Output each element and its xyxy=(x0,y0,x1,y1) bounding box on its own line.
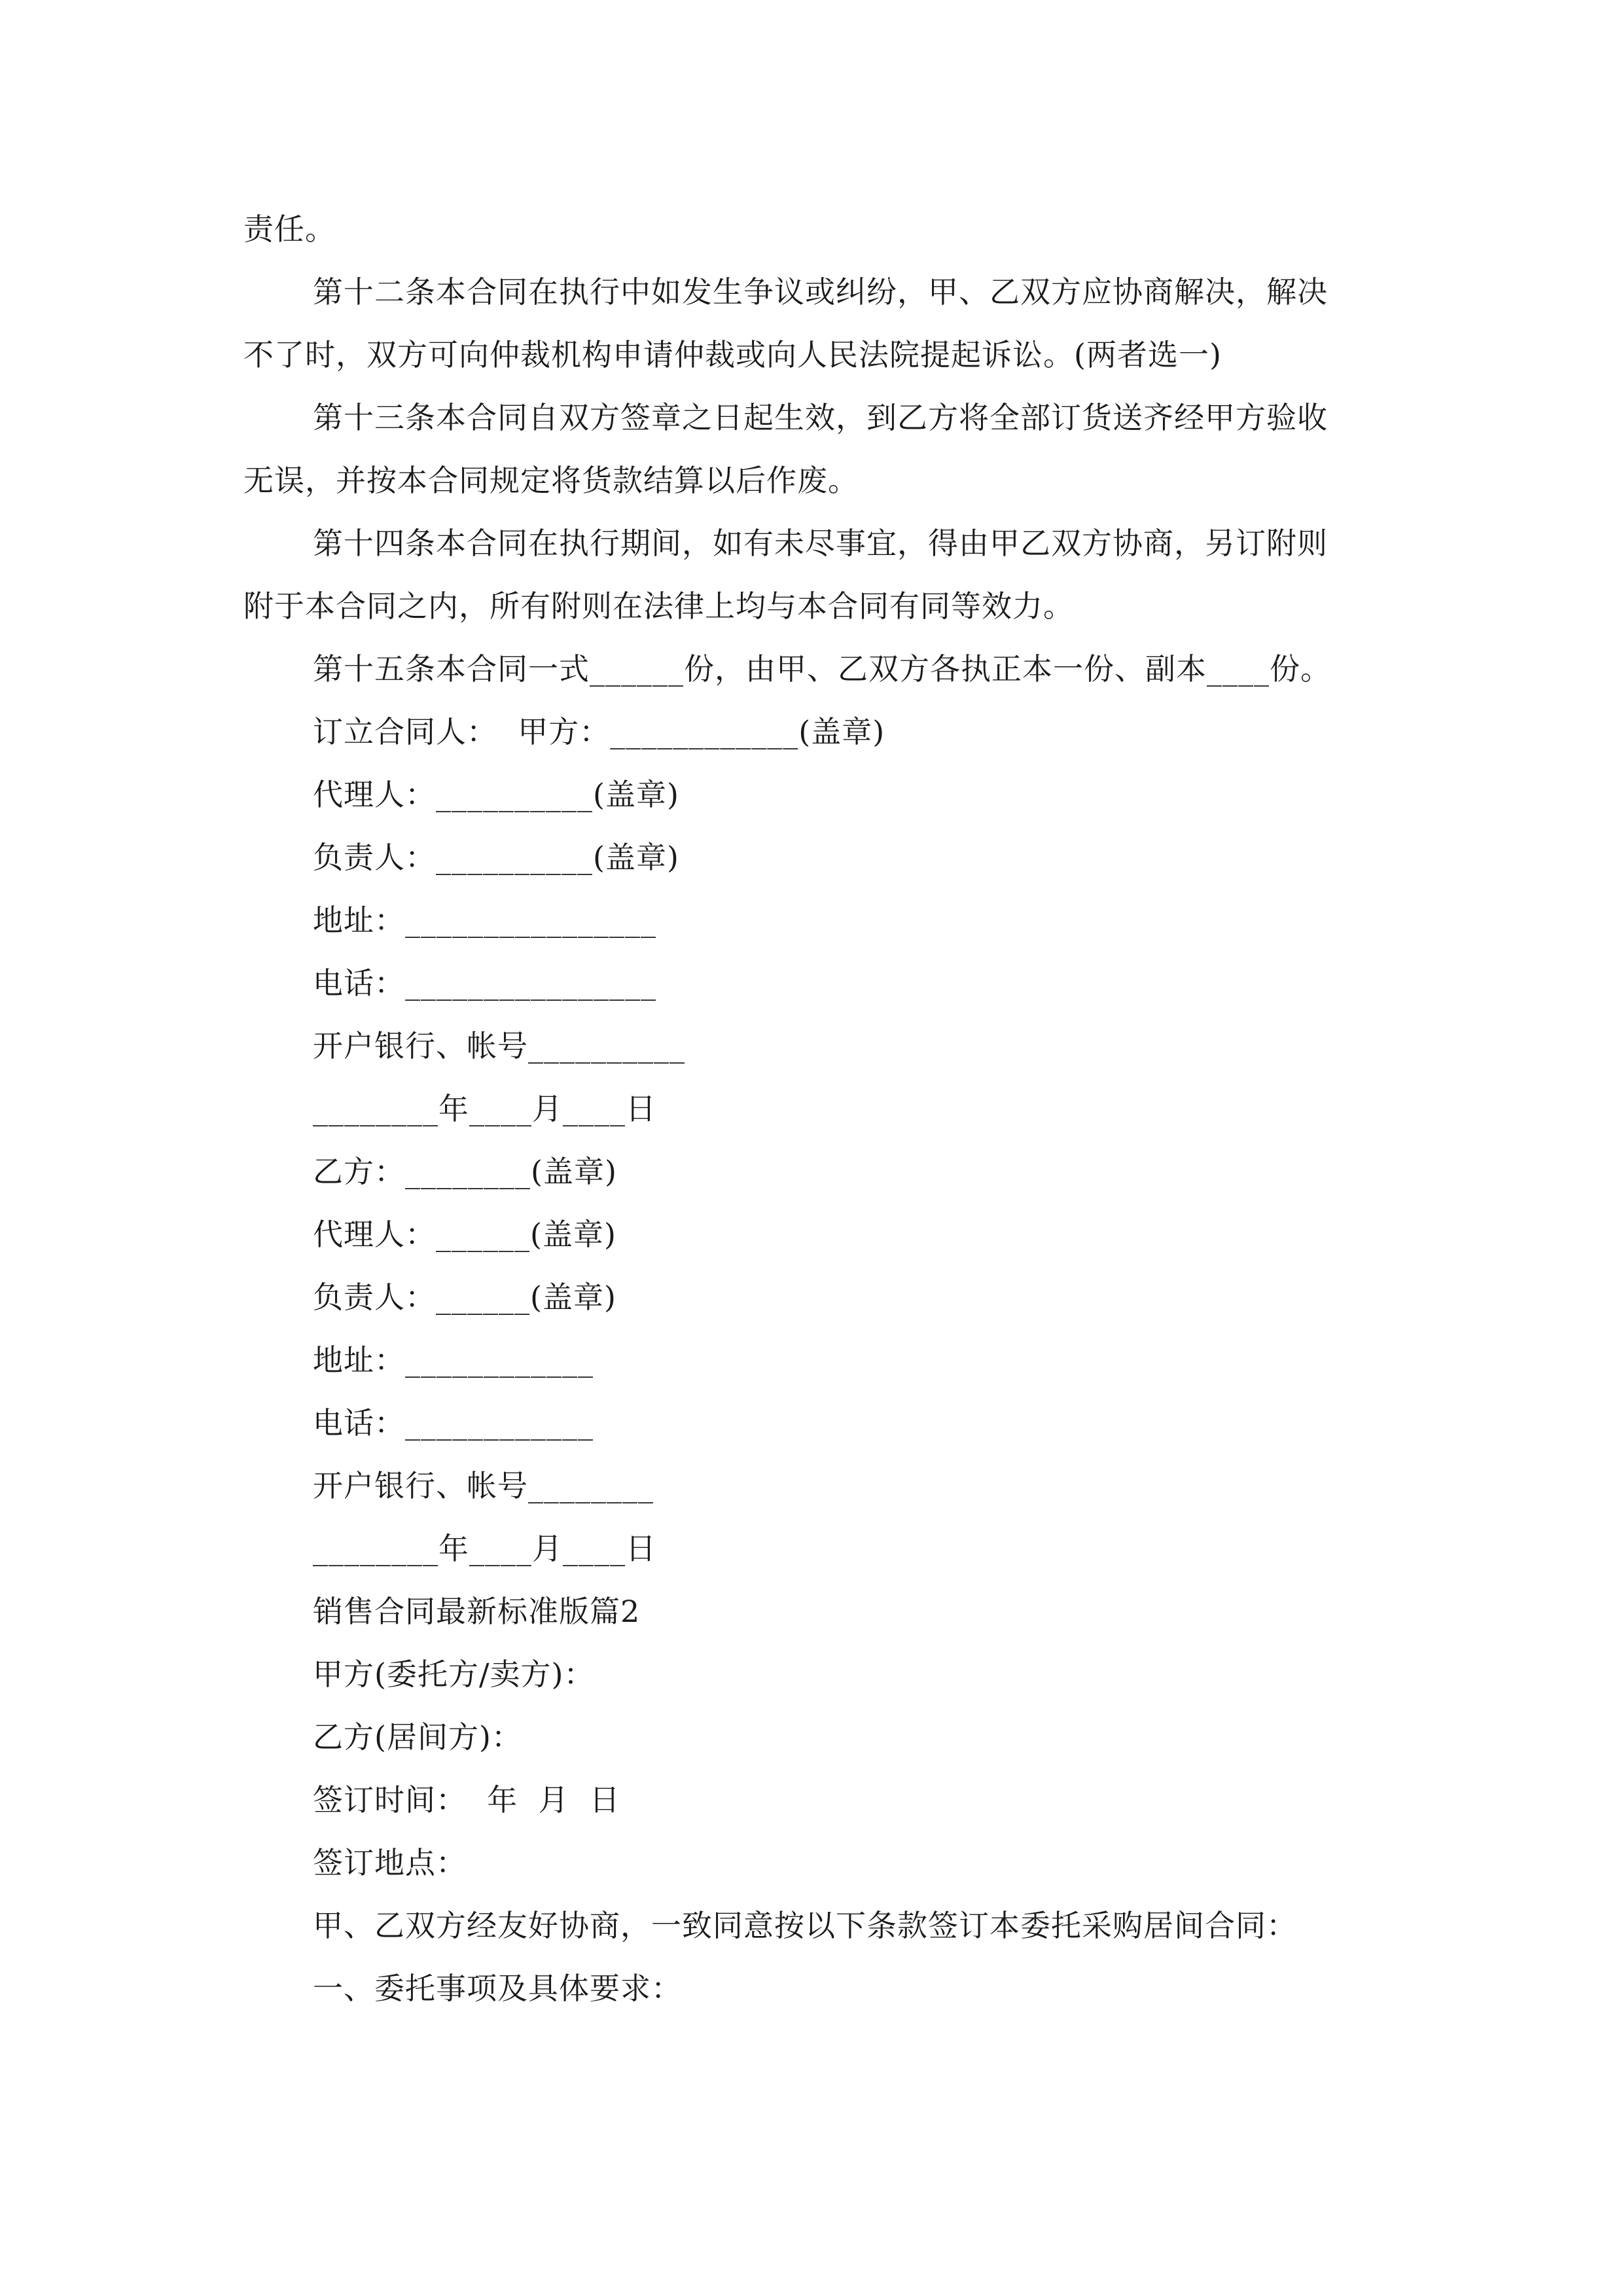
party-b-phone-line: 电话：____________ xyxy=(313,1405,594,1441)
sign-date-line: 签订时间： 年 月 日 xyxy=(313,1782,620,1818)
text-line-1: 责任。 xyxy=(243,211,336,247)
party-a-date-line: ________年____月____日 xyxy=(313,1091,656,1126)
party-a-address-line: 地址：________________ xyxy=(313,903,656,938)
article-13-line-1: 第十三条本合同自双方签章之日起生效，到乙方将全部订货送齐经甲方验收 xyxy=(313,400,1328,435)
party-b-bank-line: 开户银行、帐号________ xyxy=(313,1468,654,1503)
article-15-line: 第十五条本合同一式______份，由甲、乙双方各执正本一份、副本____份。 xyxy=(313,651,1331,687)
article-13-line-2: 无误，并按本合同规定将货款结算以后作废。 xyxy=(243,463,859,498)
party-a-agent-line: 代理人：__________(盖章) xyxy=(313,777,679,812)
party-b-signatory-line: 乙方：________(盖章) xyxy=(313,1154,617,1189)
article-12-line-2: 不了时，双方可向仲裁机构申请仲裁或向人民法院提起诉讼。(两者选一) xyxy=(243,337,1222,372)
party-b-agent-line: 代理人：______(盖章) xyxy=(313,1217,616,1252)
article-14-line-2: 附于本合同之内，所有附则在法律上均与本合同有同等效力。 xyxy=(243,588,1074,624)
party-a-phone-line: 电话：________________ xyxy=(313,965,656,1001)
party-b-responsible-line: 负责人：______(盖章) xyxy=(313,1280,616,1315)
agreement-intro-line: 甲、乙双方经友好协商，一致同意按以下条款签订本委托采购居间合同： xyxy=(313,1908,1297,1943)
article-14-line-1: 第十四条本合同在执行期间，如有未尽事宜，得由甲乙双方协商，另订附则 xyxy=(313,526,1328,561)
entrustment-title-line: 一、委托事项及具体要求： xyxy=(313,1971,682,2006)
party-a-bank-line: 开户银行、帐号__________ xyxy=(313,1028,685,1064)
sign-place-line: 签订地点： xyxy=(313,1845,467,1880)
party-b-info-line: 乙方(居间方)： xyxy=(313,1719,522,1755)
section-title-line: 销售合同最新标准版篇2 xyxy=(313,1594,641,1629)
article-12-line-1: 第十二条本合同在执行中如发生争议或纠纷，甲、乙双方应协商解决，解决 xyxy=(313,274,1328,310)
party-a-signatory-line: 订立合同人： 甲方：____________(盖章) xyxy=(313,714,885,749)
party-b-date-line: ________年____月____日 xyxy=(313,1531,656,1566)
party-a-responsible-line: 负责人：__________(盖章) xyxy=(313,840,679,875)
party-a-info-line: 甲方(委托方/卖方)： xyxy=(313,1657,595,1692)
party-b-address-line: 地址：____________ xyxy=(313,1342,594,1378)
